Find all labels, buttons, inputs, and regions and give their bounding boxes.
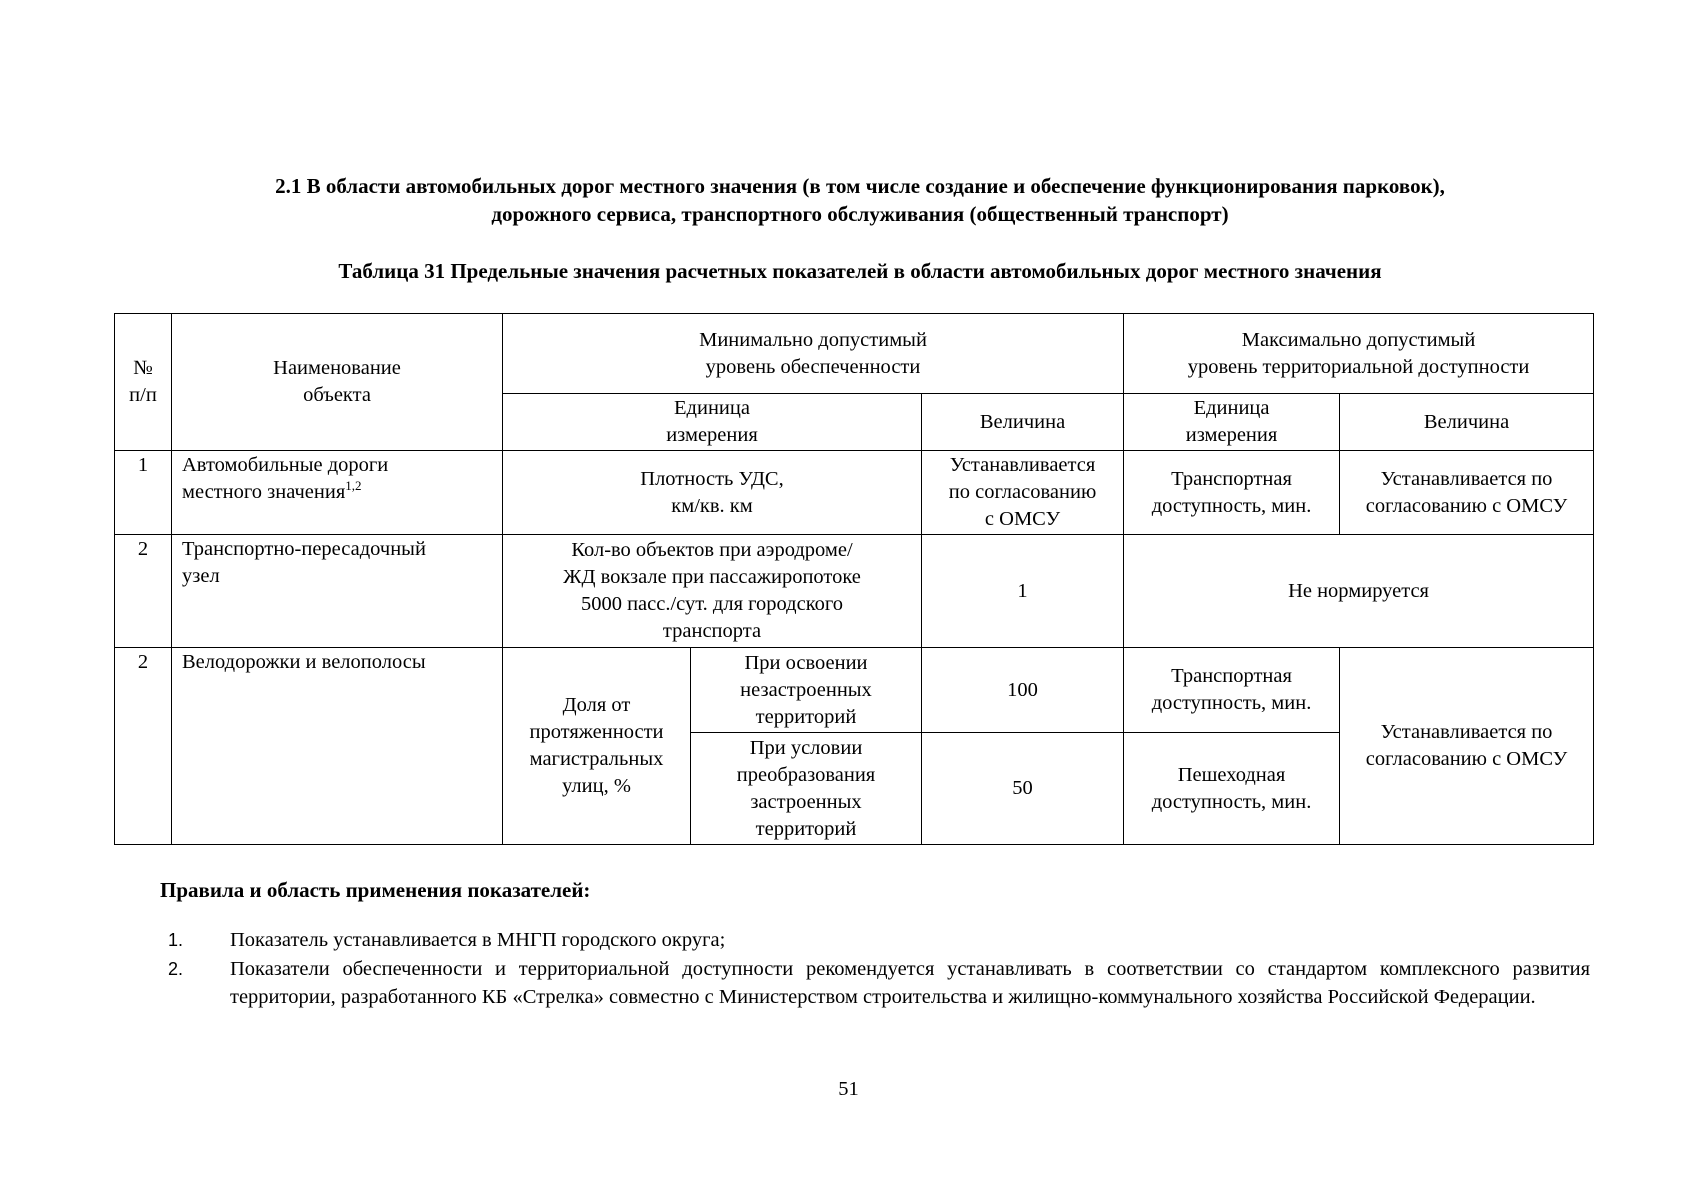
table-row [115,451,1594,535]
row1-unit-min: Плотность УДС, км/кв. км [503,451,922,535]
rule-text: Показатели обеспеченности и территориальной доступности рекомендуется устанавливать в соответствии со стандартом комплексного развития территории, разработанного КБ «Стрелка» совместно с Министерством строительства и жилищно-коммунального хозяйства Российской Федерации. [230,958,1590,1008]
row2-name: Транспортно-пересадочный узел [172,535,503,648]
row3-sub2-condition: При условии преобразования застроенных территорий [691,733,922,845]
indicators-table [114,313,1594,845]
row1-name-cell [172,451,503,535]
header-name: Наименование объекта [172,314,503,451]
header-value-max: Величина [1340,394,1594,451]
rule-text: Показатель устанавливается в МНГП городского округа; [230,929,726,951]
row1-num: 1 [115,451,172,535]
row1-value-max: Устанавливается по согласованию с ОМСУ [1340,451,1594,535]
row1-unit-max: Транспортная доступность, мин. [1124,451,1340,535]
row3-num: 2 [115,648,172,845]
rules-list [168,926,1590,1012]
row3-name: Велодорожки и велополосы [172,648,503,845]
table-row [115,535,1594,648]
section-heading: 2.1 В области автомобильных дорог местного значения (в том числе создание и обеспечение функционирования парковок), дорожного сервиса, транспортного обслуживания (общественный транспорт) [275,174,1445,226]
row3-sub1-condition: При освоении незастроенных территорий [691,648,922,733]
header-num: № п/п [115,314,172,451]
rules-title: Правила и область применения показателей: [160,878,591,902]
row2-num: 2 [115,535,172,648]
row2-value-min: 1 [922,535,1124,648]
list-item [168,955,1590,1011]
rule-number: 2. [168,959,184,979]
row3-unit-min: Доля от протяженности магистральных улиц, % [503,648,691,845]
table-header-row-1 [115,314,1594,394]
row1-value-min: Устанавливается по согласованию с ОМСУ [922,451,1124,535]
row3-value-max: Устанавливается по согласованию с ОМСУ [1340,648,1594,845]
table-row [115,648,1594,733]
row3-sub2-value: 50 [922,733,1124,845]
header-unit-max: Единица измерения [1124,394,1340,451]
header-value-min: Величина [922,394,1124,451]
row1-name-footnote: 1,2 [345,478,362,494]
list-item [168,926,1590,954]
row2-unit-min: Кол-во объектов при аэродроме/ ЖД вокзале при пассажиропотоке 5000 пасс./сут. для городского транспорта [503,535,922,648]
table-caption: Таблица 31 Предельные значения расчетных показателей в области автомобильных дорог местного значения [338,259,1382,283]
header-max-level: Максимально допустимый уровень территориальной доступности [1124,314,1594,394]
row3-sub1-value: 100 [922,648,1124,733]
header-min-level: Минимально допустимый уровень обеспеченности [503,314,1124,394]
row1-name: Автомобильные дороги местного значения [182,454,389,503]
header-unit-min: Единица измерения [503,394,922,451]
rule-number: 1. [168,930,184,950]
row3-sub2-unit-max: Пешеходная доступность, мин. [1124,733,1340,845]
row3-sub1-unit-max: Транспортная доступность, мин. [1124,648,1340,733]
page-number: 51 [838,1078,859,1100]
row2-max-merged: Не нормируется [1124,535,1594,648]
